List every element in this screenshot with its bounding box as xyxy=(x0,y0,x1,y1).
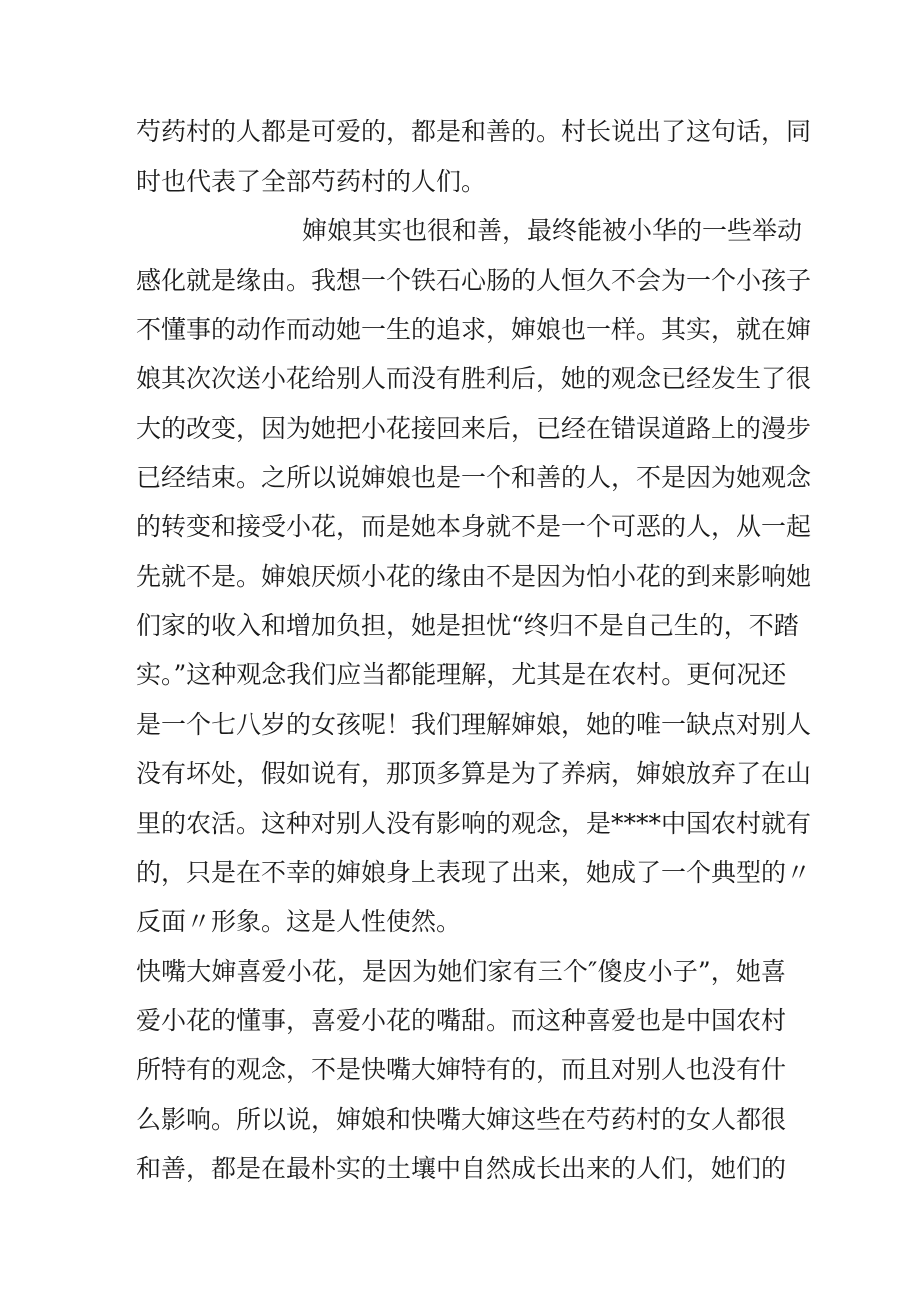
text-line: 么影响。所以说，婶娘和快嘴大婶这些在芍药村的女人都很 xyxy=(136,1105,787,1134)
text-line: 先就不是。婶娘厌烦小花的缘由不是因为怕小花的到来影响她 xyxy=(136,562,812,591)
text-line: 没有坏处，假如说有，那顶多算是为了养病，婶娘放弃了在山 xyxy=(136,759,812,788)
text-line: 不懂事的动作而动她一生的追求，婶娘也一样。其实，就在婶 xyxy=(136,315,812,344)
text-line: 快嘴大婶喜爱小花，是因为她们家有三个″傻皮小子”，她喜 xyxy=(136,957,786,986)
text-line: 的，只是在不幸的婶娘身上表现了出来，她成了一个典型的〃 xyxy=(136,858,812,887)
text-line: 所特有的观念，不是快嘴大婶特有的，而且对别人也没有什 xyxy=(136,1055,787,1084)
text-line: 们家的收入和增加负担，她是担忧“终归不是自己生的，不踏 xyxy=(136,611,799,640)
text-line: 反面〃形象。这是人性使然。 xyxy=(136,907,462,936)
text-line: 已经结束。之所以说婶娘也是一个和善的人，不是因为她观念 xyxy=(136,463,812,492)
text-line: 和善，都是在最朴实的土壤中自然成长出来的人们，她们的 xyxy=(136,1154,787,1183)
text-line: 实。”这种观念我们应当都能理解，尤其是在农村。更何况还 xyxy=(136,660,787,689)
text-line: 爱小花的懂事，喜爱小花的嘴甜。而这种喜爱也是中国农村 xyxy=(136,1006,787,1035)
text-line: 娘其次次送小花给别人而没有胜利后，她的观念已经发生了很 xyxy=(136,364,812,393)
text-line: 感化就是缘由。我想一个铁石心肠的人恒久不会为一个小孩子 xyxy=(136,266,812,295)
text-line: 是一个七八岁的女孩呢！我们理解婶娘，她的唯一缺点对别人 xyxy=(136,710,812,739)
text-line: 时也代表了全部芍药村的人们。 xyxy=(136,167,487,196)
text-line: 的转变和接受小花，而是她本身就不是一个可恶的人，从一起 xyxy=(136,512,812,541)
text-line: 婶娘其实也很和善，最终能被小华的一些举动 xyxy=(302,216,803,245)
text-line: 芍药村的人都是可爱的，都是和善的。村长说出了这句话，同 xyxy=(136,117,812,146)
text-line: 里的农活。这种对别人没有影响的观念，是****中国农村就有 xyxy=(136,809,812,838)
text-line: 大的改变，因为她把小花接回来后，已经在错误道路上的漫步 xyxy=(136,414,812,443)
